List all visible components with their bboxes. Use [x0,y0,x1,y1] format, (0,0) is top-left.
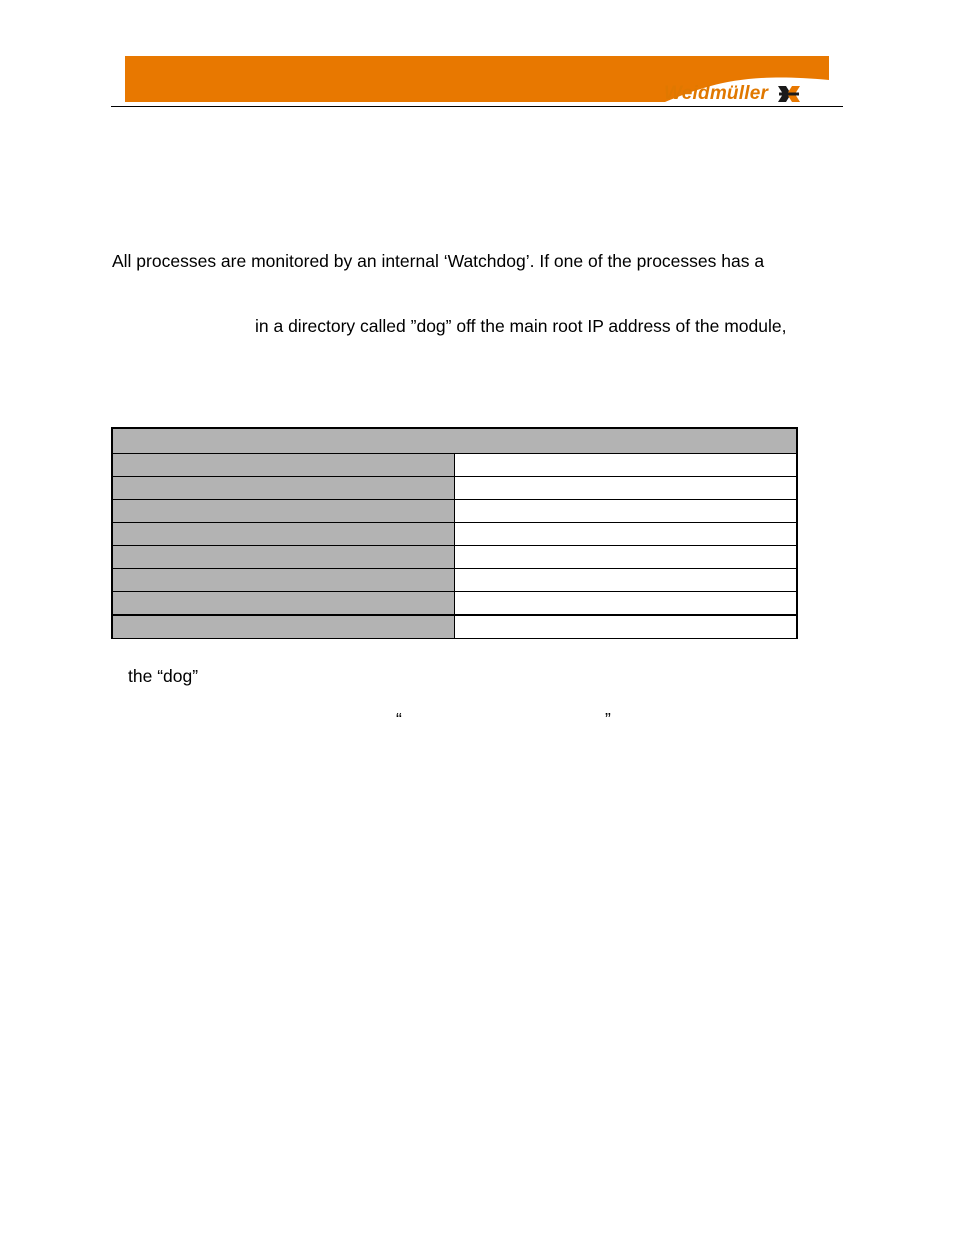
close-quote: ” [605,709,611,729]
table-row [113,592,797,616]
header-rule [111,106,843,107]
paragraph-watchdog-intro: All processes are monitored by an internal ‘Watchdog’. If one of the processes has a [112,251,765,271]
table-row-value [455,569,797,592]
table-row-key [113,454,455,477]
watchdog-table [111,427,798,639]
weidmuller-mark-icon [776,83,802,105]
table-row-value [455,523,797,546]
table-row-key [113,615,455,639]
table-row-key [113,477,455,500]
paragraph-dog-directory: in a directory called ”dog” off the main root IP address of the module, [255,316,787,336]
table-row-value [455,546,797,569]
table-header [113,429,797,454]
table-row [113,615,797,639]
table-row-key [113,569,455,592]
open-quote: “ [396,709,402,729]
table-row-key [113,592,455,616]
brand-name: Weidmüller [664,83,769,104]
table-row [113,477,797,500]
table-row-value [455,454,797,477]
table-row [113,546,797,569]
table-row-key [113,500,455,523]
table-row [113,569,797,592]
table-row [113,500,797,523]
table-row [113,454,797,477]
table-row-value [455,615,797,639]
table-row-key [113,546,455,569]
table-row-key [113,523,455,546]
table-row-value [455,592,797,616]
table-row [113,523,797,546]
brand-logo [664,80,802,108]
paragraph-dog-reference: the “dog” [128,666,199,686]
table-row-value [455,500,797,523]
table-row-value [455,477,797,500]
